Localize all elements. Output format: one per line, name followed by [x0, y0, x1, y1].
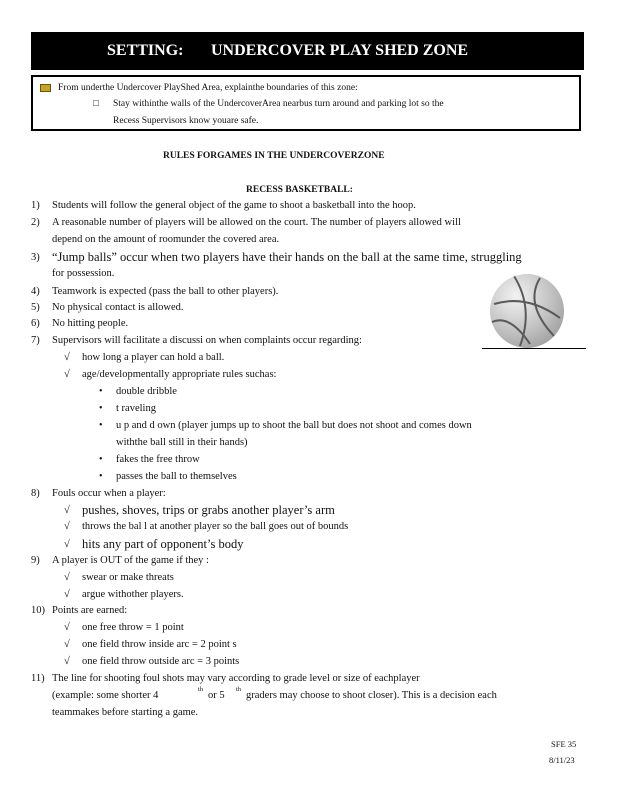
rule-text-continued: depend on the amount of roomunder the covered area.: [52, 234, 280, 245]
bullet-item: u p and d own (player jumps up to shoot the ball but does not shoot and comes down: [116, 420, 472, 431]
rule-text: Fouls occur when a player:: [52, 488, 166, 499]
rules-heading: RULES FORGAMES IN THE UNDERCOVERZONE: [163, 151, 385, 161]
bullet-item: passes the ball to themselves: [116, 471, 237, 482]
ordinal-suffix: th: [198, 686, 204, 693]
basketball-image: [482, 268, 586, 349]
bullet-icon: •: [99, 471, 103, 482]
rule-text: Teamwork is expected (pass the ball to other players).: [52, 286, 279, 297]
check-icon: √: [64, 656, 70, 667]
check-icon: √: [64, 572, 70, 583]
rule-number: 4): [31, 286, 40, 297]
check-icon: √: [64, 352, 70, 363]
rule-text: Points are earned:: [52, 605, 128, 616]
check-icon: √: [64, 589, 70, 600]
footer-code: SFE 35: [551, 739, 577, 749]
basketball-icon: [490, 274, 564, 348]
bullet-icon: •: [99, 386, 103, 397]
rule-number: 10): [31, 605, 45, 616]
lightbulb-icon: [40, 84, 51, 92]
rule-text-continued: for possession.: [52, 268, 115, 279]
check-icon: √: [64, 622, 70, 633]
setting-label: SETTING:: [107, 42, 184, 59]
rule-number: 3): [31, 252, 40, 263]
sub-item: throws the bal l at another player so the ball goes out of bounds: [82, 521, 349, 532]
ordinal-suffix: th: [236, 686, 242, 693]
rule-number: 5): [31, 302, 40, 313]
sub-item: one field throw inside arc = 2 point s: [82, 639, 237, 650]
sub-item: one field throw outside arc = 3 points: [82, 656, 240, 667]
rule-number: 9): [31, 555, 40, 566]
zone-bullet: □: [93, 99, 99, 109]
bullet-item: fakes the free throw: [116, 454, 200, 465]
check-icon: √: [64, 521, 70, 532]
rule-number: 2): [31, 217, 40, 228]
rule-number: 6): [31, 318, 40, 329]
check-icon: √: [64, 505, 70, 516]
rule-text-continued: or 5: [208, 690, 225, 701]
rule-number: 1): [31, 200, 40, 211]
check-icon: √: [64, 369, 70, 380]
section-heading: RECESS BASKETBALL:: [246, 185, 353, 195]
rule-number: 7): [31, 335, 40, 346]
bullet-item: t raveling: [116, 403, 156, 414]
check-icon: √: [64, 539, 70, 550]
sub-item: swear or make threats: [82, 572, 174, 583]
sub-item: argue withother players.: [82, 589, 184, 600]
bullet-icon: •: [99, 420, 103, 431]
rule-number: 8): [31, 488, 40, 499]
rule-text-continued: (example: some shorter 4: [52, 690, 159, 701]
footer-date: 8/11/23: [549, 755, 575, 765]
rule-text-continued: teammakes before starting a game.: [52, 707, 199, 718]
bullet-icon: •: [99, 403, 103, 414]
rule-text: The line for shooting foul shots may vary according to grade level or size of eachplayer: [52, 673, 420, 684]
bullet-icon: •: [99, 454, 103, 465]
sub-item: one free throw = 1 point: [82, 622, 184, 633]
sub-item: hits any part of opponent’s body: [82, 537, 244, 551]
rule-text-continued: graders may choose to shoot closer). This is a decision each: [246, 690, 497, 701]
zone-line-2: Stay withinthe walls of the UndercoverArea nearbus turn around and parking lot so the: [113, 99, 444, 109]
rule-text: No hitting people.: [52, 318, 129, 329]
sub-item: age/developmentally appropriate rules suchas:: [82, 369, 277, 380]
zone-description-box: [31, 75, 581, 131]
sub-item: how long a player can hold a ball.: [82, 352, 225, 363]
rule-text: No physical contact is allowed.: [52, 302, 184, 313]
rule-text: Students will follow the general object of the game to shoot a basketball into the hoop.: [52, 200, 416, 211]
page-title: UNDERCOVER PLAY SHED ZONE: [211, 42, 469, 59]
rule-text: Supervisors will facilitate a discussi on when complaints occur regarding:: [52, 335, 362, 346]
bullet-item-continued: withthe ball still in their hands): [116, 437, 248, 448]
zone-line-3: Recess Supervisors know youare safe.: [113, 116, 259, 126]
rule-text: A player is OUT of the game if they :: [52, 555, 209, 566]
check-icon: √: [64, 639, 70, 650]
rule-text: “Jump balls” occur when two players have their hands on the ball at the same time, struggling: [52, 250, 522, 264]
rule-number: 11): [31, 673, 45, 684]
rule-text: A reasonable number of players will be allowed on the court. The number of players allowed will: [52, 217, 461, 228]
sub-item: pushes, shoves, trips or grabs another player’s arm: [82, 503, 335, 517]
zone-line-1: From underthe Undercover PlayShed Area, explainthe boundaries of this zone:: [58, 83, 358, 93]
title-bar: [31, 32, 584, 70]
bullet-item: double dribble: [116, 386, 177, 397]
